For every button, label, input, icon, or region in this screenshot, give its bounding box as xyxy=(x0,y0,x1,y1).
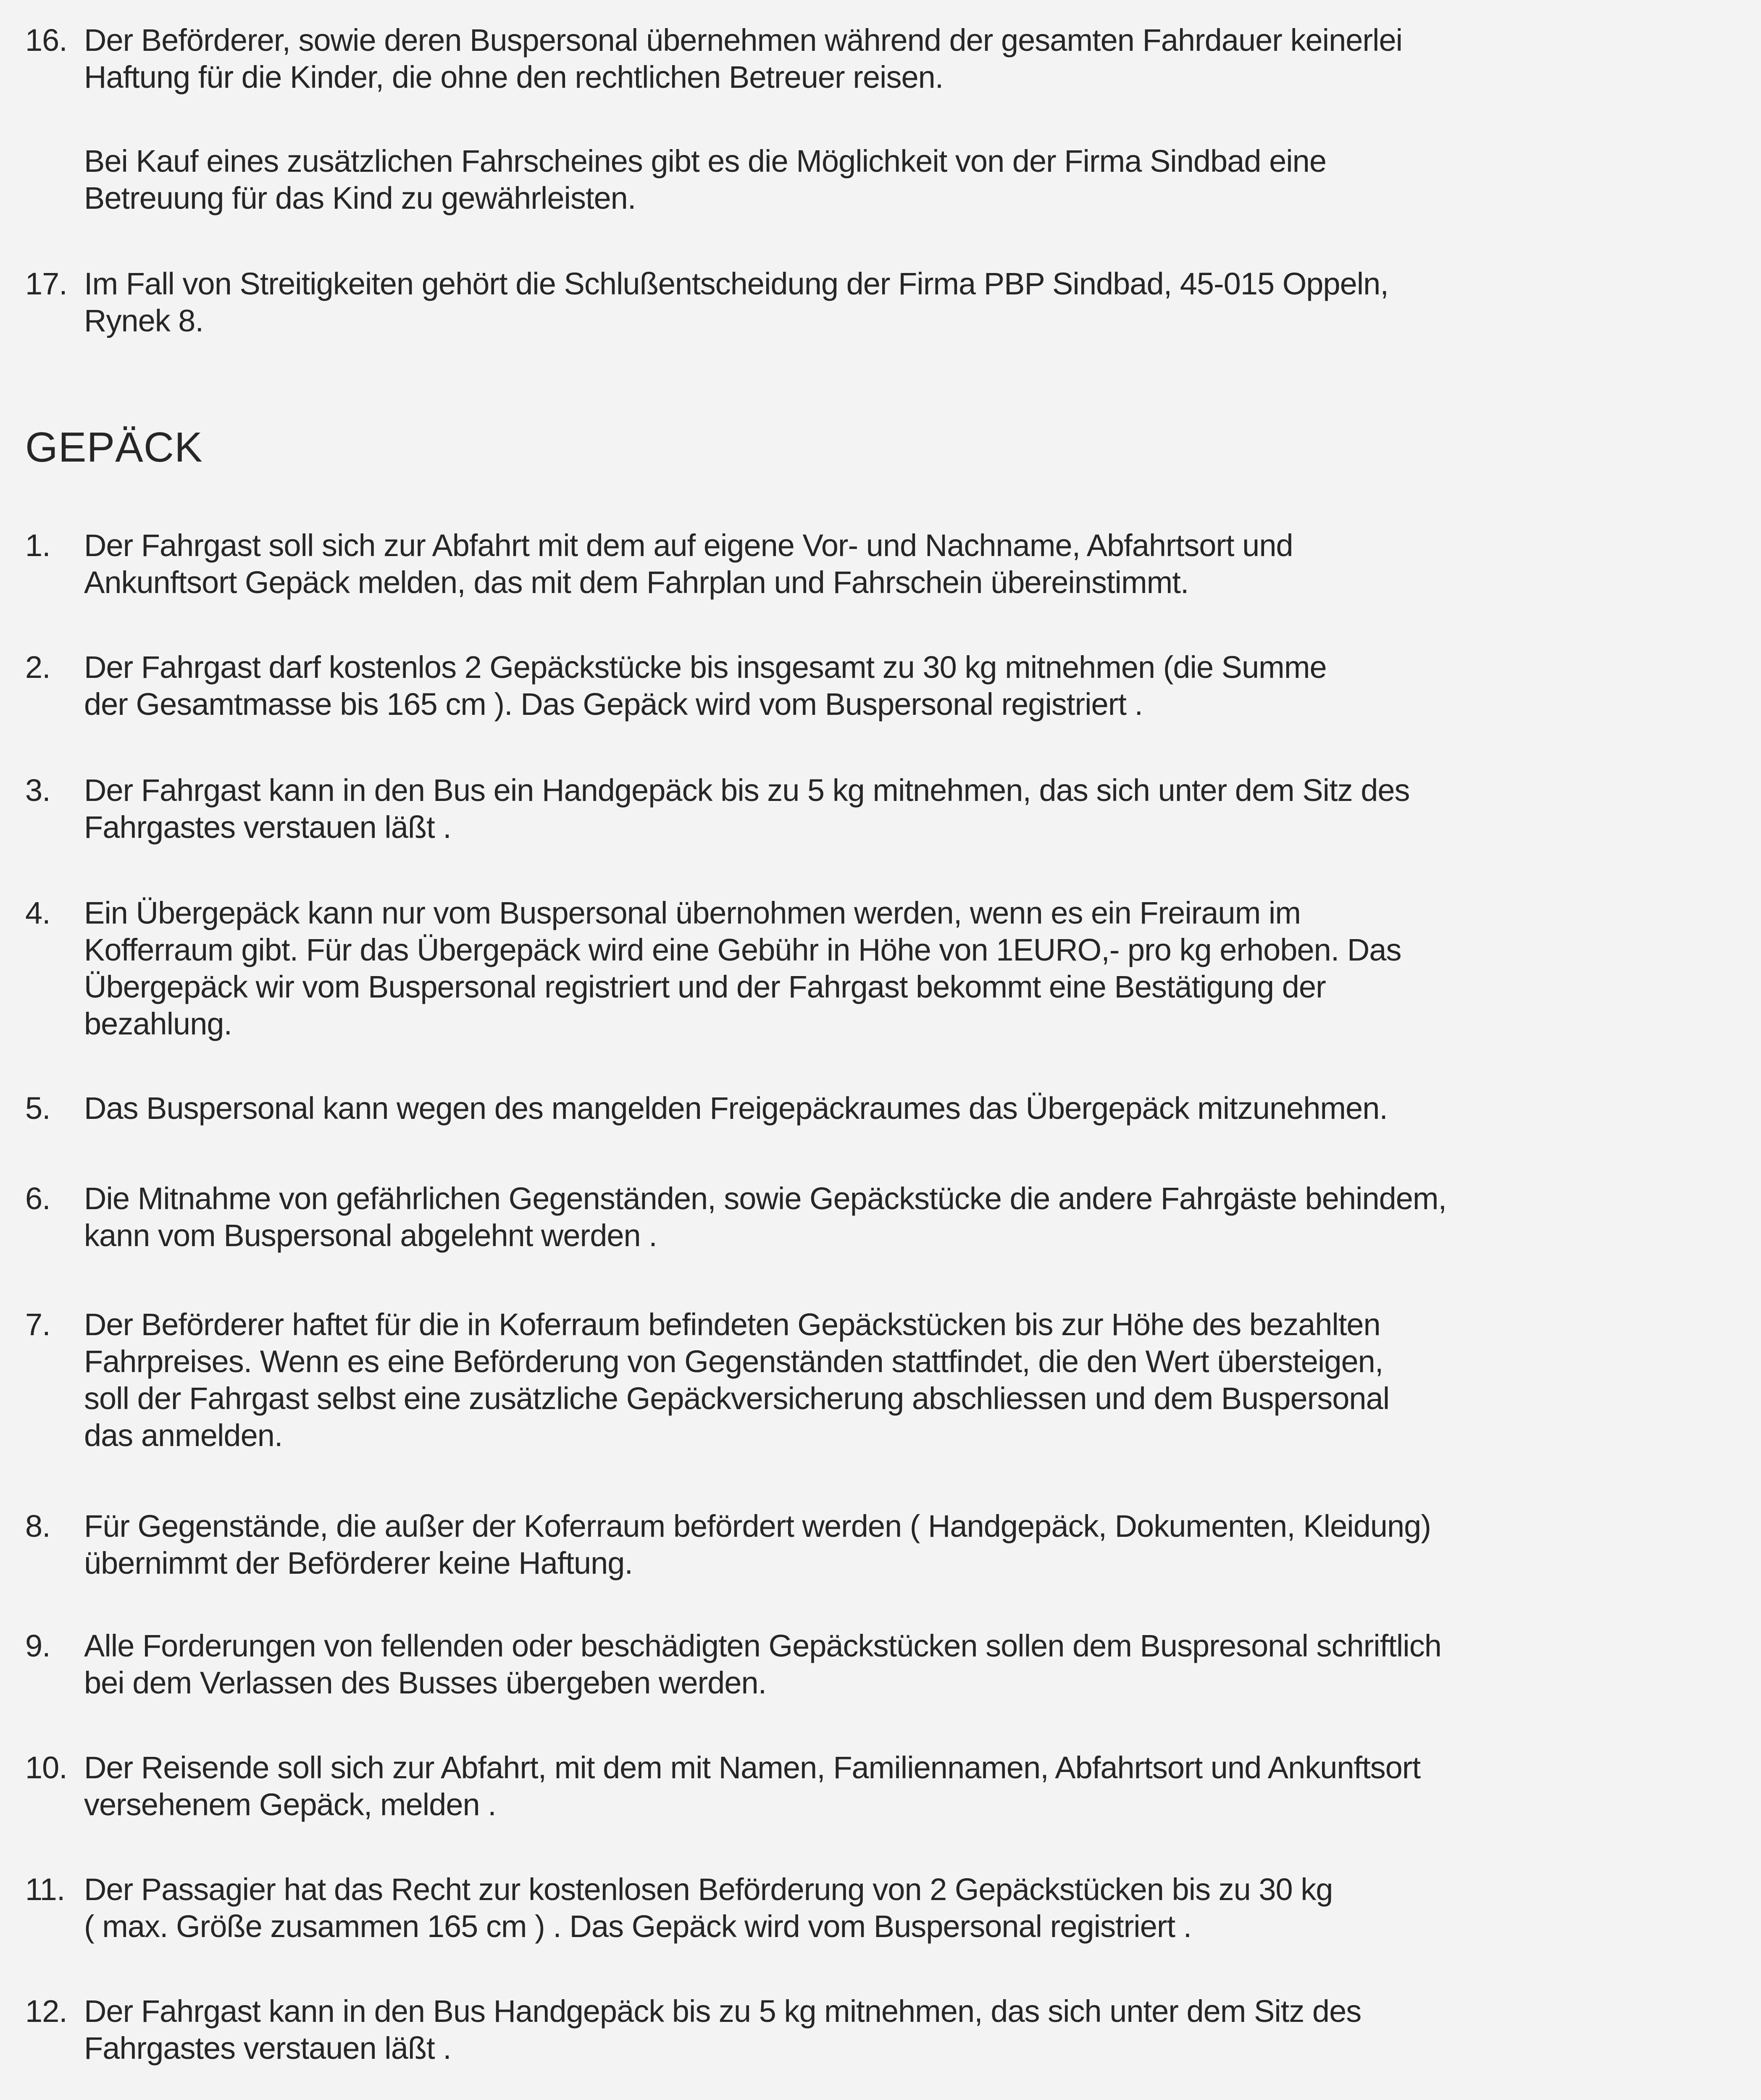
item-line: Kofferraum gibt. Für das Übergepäck wird eine Gebühr in Höhe von 1EURO,- pro kg erhoben. Das xyxy=(84,932,1401,967)
item-line: soll der Fahrgast selbst eine zusätzliche Gepäckversicherung abschliessen und dem Buspersonal xyxy=(84,1381,1390,1416)
item-line: Für Gegenstände, die außer der Koferraum befördert werden ( Handgepäck, Dokumenten, Kleidung) xyxy=(84,1509,1431,1544)
item-number: 5. xyxy=(25,1091,50,1126)
list-item-12 xyxy=(25,1993,1748,2067)
item-number: 4. xyxy=(25,895,50,930)
item-line: Ankunftsort Gepäck melden, das mit dem Fahrplan und Fahrschein übereinstimmt. xyxy=(84,565,1189,600)
list-item-2 xyxy=(25,649,1748,723)
item-text xyxy=(84,1749,1748,1823)
item-number: 8. xyxy=(25,1509,50,1544)
item-line: Fahrgastes verstauen läßt . xyxy=(84,810,451,845)
item-line: Die Mitnahme von gefährlichen Gegenständen, sowie Gepäckstücke die andere Fahrgäste behindem, xyxy=(84,1181,1447,1216)
list-item-4 xyxy=(25,895,1748,1042)
item-line: ( max. Größe zusammen 165 cm ) . Das Gepäck wird vom Buspersonal registriert . xyxy=(84,1909,1192,1944)
item-text xyxy=(84,1993,1748,2067)
item-text xyxy=(84,1090,1748,1127)
item-line: bezahlung. xyxy=(84,1006,232,1041)
list-item-3 xyxy=(25,772,1748,846)
item-line: Im Fall von Streitigkeiten gehört die Schlußentscheidung der Firma PBP Sindbad, 45-015 Oppeln, xyxy=(84,266,1388,301)
item-number: 3. xyxy=(25,773,50,808)
item-line: das anmelden. xyxy=(84,1418,283,1453)
list-item-6 xyxy=(25,1180,1748,1254)
list-item-16 xyxy=(25,22,1748,96)
item-line: Fahrgastes verstauen läßt . xyxy=(84,2031,451,2066)
item-line: bei dem Verlassen des Busses übergeben werden. xyxy=(84,1665,767,1700)
item-text xyxy=(84,1508,1748,1582)
item-line: kann vom Buspersonal abgelehnt werden . xyxy=(84,1218,657,1253)
item-line: Der Fahrgast darf kostenlos 2 Gepäckstücke bis insgesamt zu 30 kg mitnehmen (die Summe xyxy=(84,650,1327,685)
item-number: 1. xyxy=(25,528,50,563)
item-line: Der Beförderer, sowie deren Buspersonal übernehmen während der gesamten Fahrdauer keinerlei xyxy=(84,23,1403,58)
item-number: 17. xyxy=(25,266,67,301)
item-line: Fahrpreises. Wenn es eine Beförderung von Gegenständen stattfindet, die den Wert übersteigen, xyxy=(84,1344,1383,1379)
item-number: 10. xyxy=(25,1750,67,1785)
list-item-17 xyxy=(25,265,1748,339)
item-number: 16. xyxy=(25,23,67,58)
item-line: der Gesamtmasse bis 165 cm ). Das Gepäck wird vom Buspersonal registriert . xyxy=(84,687,1143,722)
item-line: Übergepäck wir vom Buspersonal registriert und der Fahrgast bekommt eine Bestätigung der xyxy=(84,969,1326,1004)
item-line: Der Fahrgast soll sich zur Abfahrt mit dem auf eigene Vor- und Nachname, Abfahrtsort und xyxy=(84,528,1293,563)
item-text xyxy=(84,1306,1748,1454)
item-text xyxy=(84,772,1748,846)
item-number: 9. xyxy=(25,1628,50,1663)
list-item-11 xyxy=(25,1871,1748,1945)
item-number: 6. xyxy=(25,1181,50,1216)
item-text xyxy=(84,895,1748,1042)
item-line: Der Beförderer haftet für die in Koferraum befindeten Gepäckstücken bis zur Höhe des bezahlten xyxy=(84,1307,1380,1342)
list-item-10 xyxy=(25,1749,1748,1823)
note-line: Bei Kauf eines zusätzlichen Fahrscheines gibt es die Möglichkeit von der Firma Sindbad eine xyxy=(84,144,1326,178)
item-text xyxy=(84,1628,1748,1701)
list-item-5 xyxy=(25,1090,1748,1127)
list-item-7 xyxy=(25,1306,1748,1454)
list-item-8 xyxy=(25,1508,1748,1582)
item-line: Alle Forderungen von fellenden oder beschädigten Gepäckstücken sollen dem Buspresonal schriftlich xyxy=(84,1628,1441,1663)
note-line: Betreuung für das Kind zu gewährleisten. xyxy=(84,181,636,215)
item-text xyxy=(84,265,1748,339)
list-item-1 xyxy=(25,527,1748,601)
item-text xyxy=(84,527,1748,601)
item-text xyxy=(84,22,1748,96)
item-number: 7. xyxy=(25,1307,50,1342)
item-line: Der Passagier hat das Recht zur kostenlosen Beförderung von 2 Gepäckstücken bis zu 30 kg xyxy=(84,1872,1333,1907)
item-text xyxy=(84,649,1748,723)
item-number: 12. xyxy=(25,1994,67,2029)
item-text xyxy=(84,1871,1748,1945)
item-line: Haftung für die Kinder, die ohne den rechtlichen Betreuer reisen. xyxy=(84,60,944,94)
item-text xyxy=(84,1180,1748,1254)
list-item-9 xyxy=(25,1628,1748,1701)
item-line: übernimmt der Beförderer keine Haftung. xyxy=(84,1546,633,1580)
item-number: 2. xyxy=(25,650,50,685)
item-line: versehenem Gepäck, melden . xyxy=(84,1787,496,1822)
item-16-note xyxy=(84,143,1326,217)
item-number: 11. xyxy=(25,1872,65,1907)
item-line: Der Fahrgast kann in den Bus Handgepäck bis zu 5 kg mitnehmen, das sich unter dem Sitz des xyxy=(84,1994,1361,2029)
item-line: Der Reisende soll sich zur Abfahrt, mit dem mit Namen, Familiennamen, Abfahrtsort und Ankunftsort xyxy=(84,1750,1421,1785)
section-heading: GEPÄCK xyxy=(25,424,203,471)
item-line: Ein Übergepäck kann nur vom Buspersonal übernohmen werden, wenn es ein Freiraum im xyxy=(84,895,1301,930)
item-line: Rynek 8. xyxy=(84,303,204,338)
item-line: Das Buspersonal kann wegen des mangelden Freigepäckraumes das Übergepäck mitzunehmen. xyxy=(84,1091,1388,1126)
item-line: Der Fahrgast kann in den Bus ein Handgepäck bis zu 5 kg mitnehmen, das sich unter dem Sitz des xyxy=(84,773,1410,808)
